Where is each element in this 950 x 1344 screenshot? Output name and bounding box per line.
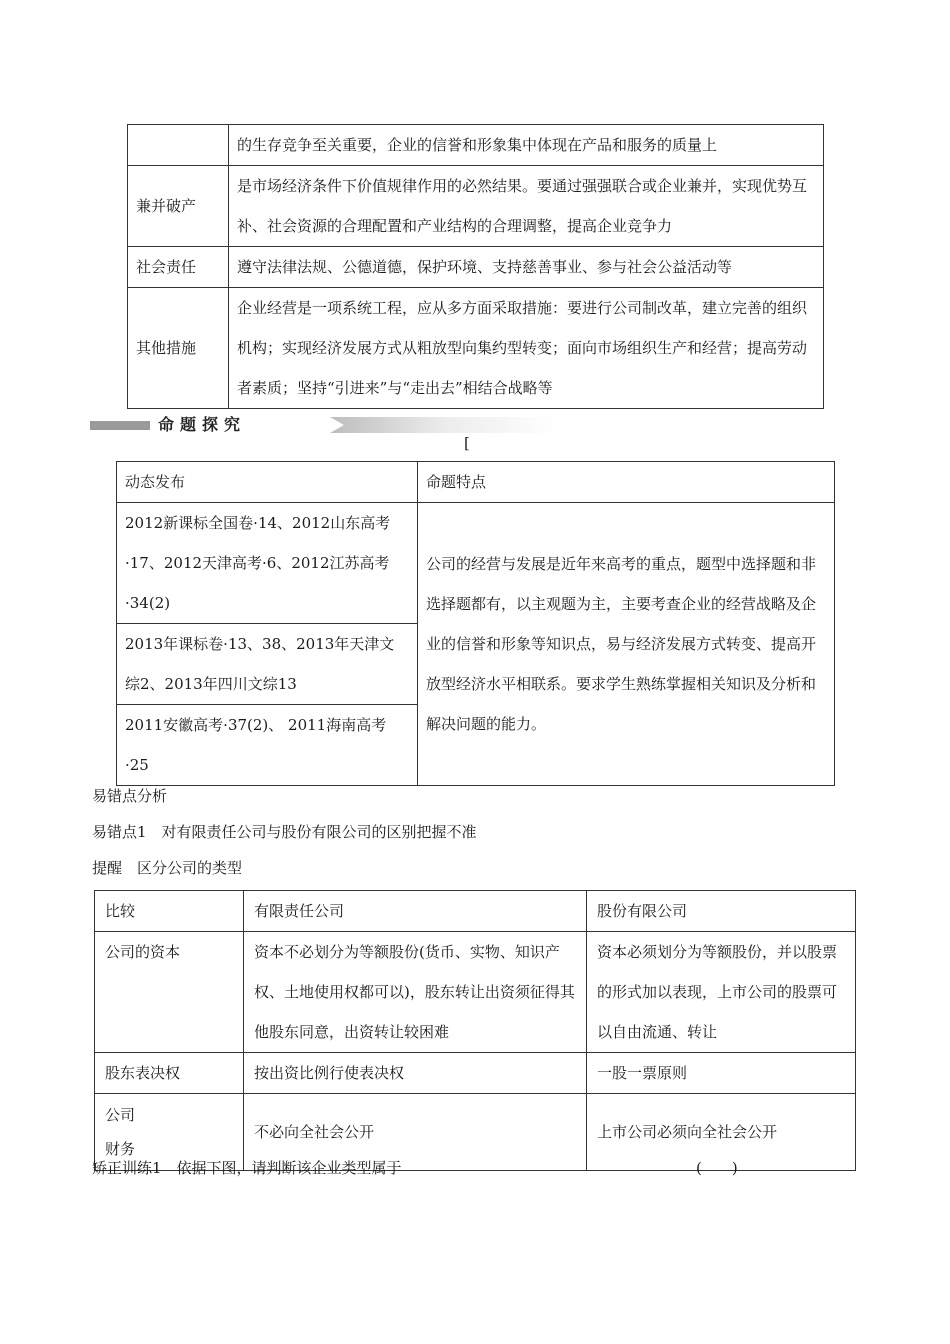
row-label: 其他措施 [128, 288, 229, 409]
compare-item: 公司的资本 [95, 932, 244, 1053]
company-comparison-table [94, 890, 856, 1171]
exam-source: 2013年课标卷·13、38、2013年天津文综2、2013年四川文综13 [117, 624, 418, 705]
exam-source: 2012新课标全国卷·14、2012山东高考·17、2012天津高考·6、2012江苏高考·34(2) [117, 503, 418, 624]
section-banner [90, 415, 470, 435]
table-row [95, 932, 856, 1053]
limited-company-cell: 不必向全社会公开 [244, 1094, 587, 1171]
table-row [128, 288, 824, 409]
row-text: 的生存竞争至关重要，企业的信誉和形象集中体现在产品和服务的质量上 [229, 125, 824, 166]
table-row [128, 125, 824, 166]
header-limited-company: 有限责任公司 [244, 891, 587, 932]
header-joint-stock-company: 股份有限公司 [587, 891, 856, 932]
table-row [95, 1053, 856, 1094]
joint-stock-cell: 资本必须划分为等额股份，并以股票的形式加以表现，上市公司的股票可以自由流通、转让 [587, 932, 856, 1053]
row-text: 企业经营是一项系统工程，应从多方面采取措施：要进行公司制改革，建立完善的组织机构；实现经济发展方式从粗放型向集约型转变；面向市场组织生产和经营；提高劳动者素质；坚持“引进来”与“走出去”相结合战略等 [229, 288, 824, 409]
reminder: 提醒 区分公司的类型 [92, 859, 243, 877]
row-label [128, 125, 229, 166]
banner-gradient [330, 417, 556, 433]
row-label: 社会责任 [128, 247, 229, 288]
header-question-features: 命题特点 [418, 462, 835, 503]
table-header-row [95, 891, 856, 932]
joint-stock-cell: 上市公司必须向全社会公开 [587, 1094, 856, 1171]
table-row [117, 503, 835, 624]
section-title: 命题探究 [158, 415, 247, 434]
table-row [128, 247, 824, 288]
compare-item-line: 公司 [105, 1106, 136, 1124]
table-row [128, 166, 824, 247]
banner-bar [90, 421, 150, 430]
row-text: 遵守法律法规、公德道德，保护环境、支持慈善事业、参与社会公益活动等 [229, 247, 824, 288]
question-feature-text: 公司的经营与发展是近年来高考的重点，题型中选择题和非选择题都有，以主观题为主，主要考查企业的经营战略及企业的信誉和形象等知识点，易与经济发展方式转变、提高开放型经济水平相联系。要求学生熟练掌握相关知识及分析和解决问题的能力。 [418, 503, 835, 786]
limited-company-cell: 资本不必划分为等额股份(货币、实物、知识产权、土地使用权都可以)，股东转让出资须征得其他股东同意，出资转让较困难 [244, 932, 587, 1053]
header-dynamic-release: 动态发布 [117, 462, 418, 503]
analysis-heading: 易错点分析 [92, 787, 168, 805]
row-label: 兼并破产 [128, 166, 229, 247]
compare-item: 股东表决权 [95, 1053, 244, 1094]
banner-arrow-icon [330, 417, 344, 433]
header-compare: 比较 [95, 891, 244, 932]
row-text: 是市场经济条件下价值规律作用的必然结果。要通过强强联合或企业兼并，实现优势互补、社会资源的合理配置和产业结构的合理调整，提高企业竞争力 [229, 166, 824, 247]
exam-source: 2011安徽高考·37(2)、 2011海南高考·25 [117, 705, 418, 786]
joint-stock-cell: 一股一票原则 [587, 1053, 856, 1094]
error-point: 易错点1 对有限责任公司与股份有限公司的区别把握不准 [92, 823, 477, 841]
enterprise-measures-table [127, 124, 824, 409]
table-header-row [117, 462, 835, 503]
exercise-question: 矫正训练1 依据下图，请判断该企业类型属于 [92, 1159, 402, 1177]
stray-bracket: [ [464, 434, 470, 452]
compare-item-line: 财务 [105, 1140, 136, 1158]
answer-blank: ( ) [696, 1159, 738, 1177]
limited-company-cell: 按出资比例行使表决权 [244, 1053, 587, 1094]
exam-trend-table [116, 461, 835, 786]
